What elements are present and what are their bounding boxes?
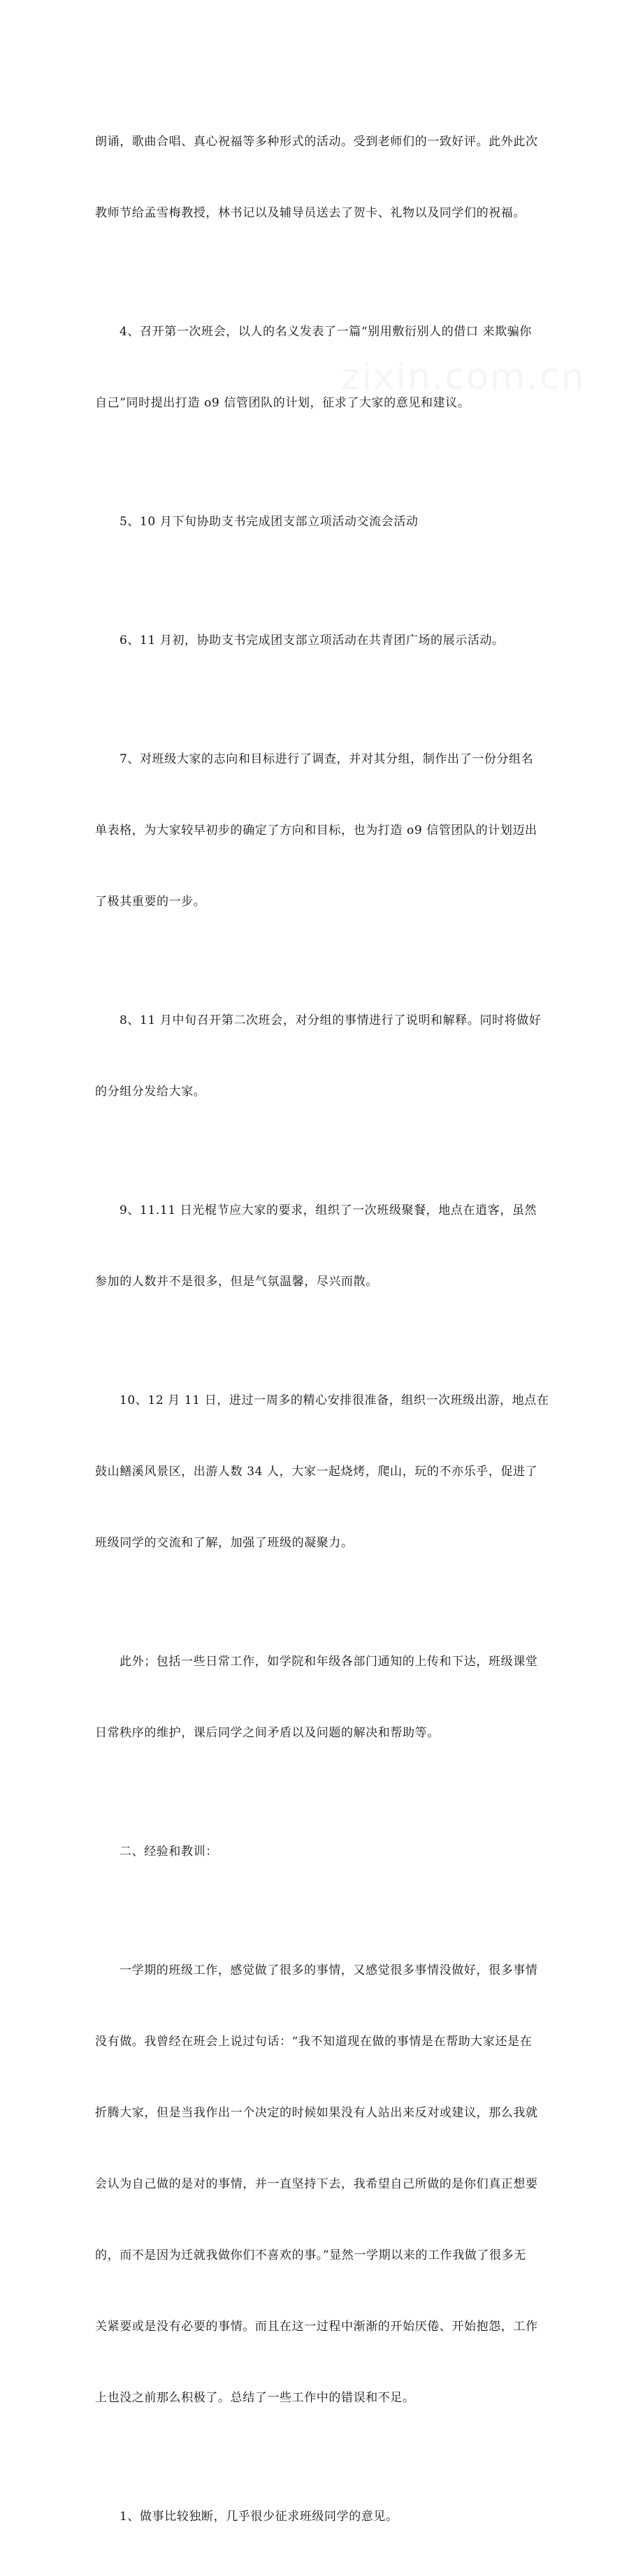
paragraph-item-5 <box>95 462 556 581</box>
text-line: 4、召开第一次班会，以人的名义发表了一篇“别用敷衍别人的借口 来欺骗你 <box>120 325 532 339</box>
text-line: 朗诵，歌曲合唱、真心祝福等多种形式的活动。受到老师们的一致好评。此外此次 <box>95 135 538 149</box>
section-heading: 二、经验和教训： <box>120 1845 218 1859</box>
text-line: 参加的人数并不是很多，但是气氛温馨，尽兴而散。 <box>95 1275 378 1289</box>
text-line: 的分组分发给大家。 <box>95 1085 206 1099</box>
text-line: 上也没之前那么积极了。总结了一些工作中的错误和不足。 <box>95 2391 415 2405</box>
paragraph-item-6 <box>95 581 556 700</box>
text-line: 6、11 月初，协助支书完成团支部立项活动在共青团广场的展示活动。 <box>120 634 505 647</box>
text-line: 没有做。我曾经在班会上说过句话：“我不知道现在做的事情是在帮助大家还是在 <box>95 2035 533 2049</box>
document-body <box>95 82 556 2576</box>
text-line: 的，而不是因为迁就我做你们不喜欢的事。”显然一学期以来的工作我做了很多无 <box>95 2248 526 2262</box>
text-line: 会认为自己做的是对的事情，并一直坚持下去，我希望自己所做的是你们真正想要 <box>95 2177 538 2191</box>
section-heading-experience <box>95 1792 556 1911</box>
text-line: 鼓山鳝溪风景区，出游人数 34 人，大家一起烧烤，爬山，玩的不亦乐乎，促进了 <box>95 1465 538 1479</box>
text-line: 9、11.11 日光棍节应大家的要求，组织了一次班级聚餐，地点在逍客，虽然 <box>120 1203 537 1217</box>
text-line: 1、做事比较独断，几乎很少征求班级同学的意见。 <box>120 2510 398 2524</box>
paragraph-reflection <box>95 1911 556 2457</box>
text-line: 7、对班级大家的志向和目标进行了调查，并对其分组，制作出了一份分组名 <box>120 752 534 766</box>
text-line: 关紧要或是没有必要的事情。而且在这一过程中渐渐的开始厌倦、开始抱怨，工作 <box>95 2320 538 2334</box>
paragraph-lesson-1 <box>95 2457 556 2576</box>
text-line: 8、11 月中旬召开第二次班会，对分组的事情进行了说明和解释。同时将做好 <box>120 1013 542 1027</box>
text-line: 了极其重要的一步。 <box>95 895 206 909</box>
text-line: 折腾大家，但是当我作出一个决定的时候如果没有人站出来反对或建议，那么我就 <box>95 2106 538 2120</box>
watermark: zixin.com.cn <box>341 356 586 398</box>
paragraph-item-7 <box>95 700 556 961</box>
paragraph-item-9 <box>95 1151 556 1341</box>
text-line: 5、10 月下旬协助支书完成团支部立项活动交流会活动 <box>120 515 419 529</box>
text-line: 10、12 月 11 日，进过一周多的精心安排很准备，组织一次班级出游，地点在 <box>120 1393 549 1407</box>
text-line: 班级同学的交流和了解，加强了班级的凝聚力。 <box>95 1536 354 1550</box>
text-line: 一学期的班级工作，感觉做了很多的事情，又感觉很多事情没做好，很多事情 <box>120 1963 538 1977</box>
text-line: 此外；包括一些日常工作，如学院和年级各部门通知的上传和下达，班级课堂 <box>120 1655 538 1669</box>
text-line: 自己”同时提出打造 o9 信管团队的计划，征求了大家的意见和建议。 <box>95 396 470 410</box>
paragraph-other-work <box>95 1602 556 1792</box>
paragraph-item-8 <box>95 961 556 1151</box>
text-line: 单表格，为大家较早初步的确定了方向和目标，也为打造 o9 信管团队的计划迈出 <box>95 824 537 837</box>
text-line: 日常秩序的维护，课后同学之间矛盾以及问题的解决和帮助等。 <box>95 1726 440 1740</box>
text-line: 教师节给孟雪梅教授，林书记以及辅导员送去了贺卡、礼物以及同学们的祝福。 <box>95 206 526 220</box>
paragraph-item-4 <box>95 272 556 462</box>
paragraph-activities-continued <box>95 82 556 272</box>
paragraph-item-10 <box>95 1341 556 1602</box>
